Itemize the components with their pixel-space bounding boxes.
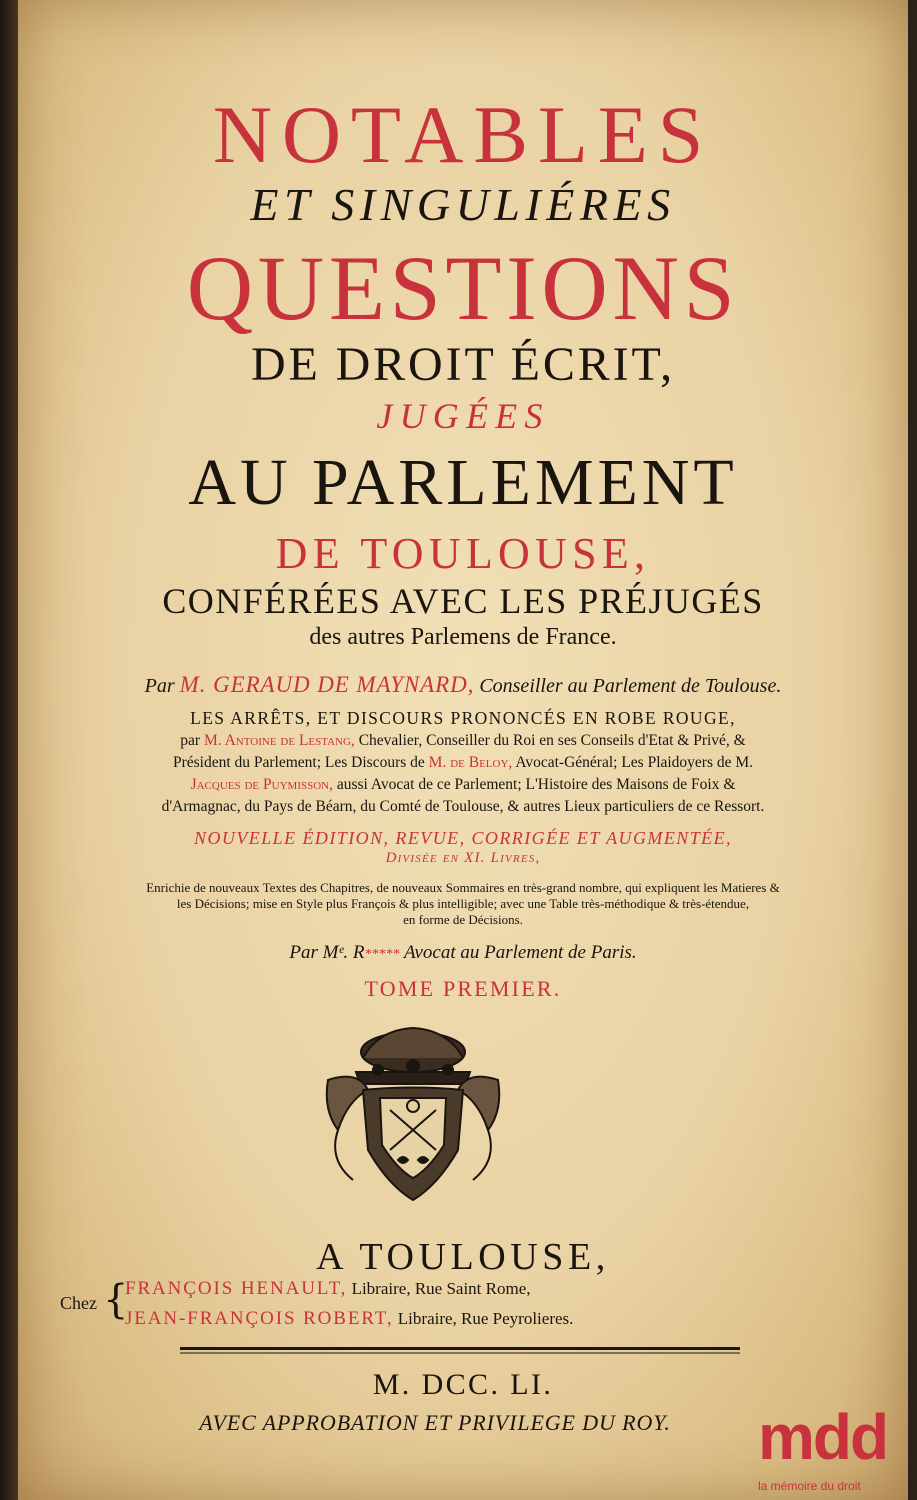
title-droit-ecrit: DE DROIT ÉCRIT,	[250, 338, 676, 391]
editor-line	[18, 942, 908, 964]
contents-line-4	[18, 776, 908, 794]
contents-line-5: d'Armagnac, du Pays de Béarn, du Comté de Toulouse, & autres Lieux particuliers de ce Ressort.	[161, 798, 765, 815]
mdd-logo	[758, 1401, 908, 1500]
title-questions: QUESTIONS	[186, 237, 740, 339]
enrichie-line-1: Enrichie de nouveaux Textes des Chapitres, de nouveaux Sommaires en très-grand nombre, qui expliquent les Matieres &	[146, 880, 780, 895]
imprint-seller-1	[125, 1278, 531, 1300]
seller-2-name: JEAN-FRANÇOIS ROBERT,	[125, 1308, 394, 1329]
author-name: M. GERAUD DE MAYNARD,	[179, 672, 475, 697]
coat-of-arms-icon	[308, 1010, 518, 1210]
contents-par: par	[180, 732, 201, 749]
seller-1-name: FRANÇOIS HENAULT,	[125, 1278, 348, 1299]
imprint-seller-2	[125, 1308, 573, 1330]
author-line	[18, 672, 908, 698]
mdd-tagline: la mémoire du droit	[758, 1479, 861, 1493]
brace-icon: {	[103, 1277, 129, 1323]
author-par: Par	[144, 675, 175, 697]
contents-chevalier: Chevalier, Conseiller du Roi en ses Conseils d'Etat & Privé, &	[358, 732, 746, 749]
title-jugees: JUGÉES	[376, 396, 550, 436]
edition-line-2: Divisée en XI. Livres,	[385, 850, 541, 866]
book-spine-edge	[0, 0, 18, 1500]
seller-1-address: Libraire, Rue Saint Rome,	[351, 1279, 531, 1298]
privilege-line: AVEC APPROBATION ET PRIVILEGE DU ROY.	[199, 1410, 671, 1435]
contents-avocat-general: Avocat-Général; Les Plaidoyers de M.	[515, 754, 754, 771]
seller-2-address: Libraire, Rue Peyrolieres.	[397, 1309, 574, 1328]
double-rule	[180, 1347, 740, 1355]
title-notables: NOTABLES	[212, 89, 714, 180]
enrichie-line-3: en forme de Décisions.	[403, 912, 523, 927]
title-conferees: CONFÉRÉES AVEC LES PRÉJUGÉS	[162, 581, 764, 621]
title-singulieres: ET SINGULIÉRES	[250, 179, 676, 230]
imprint-date: M. DCC. LI.	[372, 1368, 554, 1401]
editor-avocat: Avocat au Parlement de Paris.	[403, 942, 637, 963]
contents-puymisson: Jacques de Puymisson,	[190, 776, 333, 793]
contents-lestang: M. Antoine de Lestang,	[203, 732, 355, 749]
editor-stars: *****	[364, 947, 400, 962]
imprint-chez: Chez	[60, 1293, 97, 1313]
title-autres-parlemens: des autres Parlemens de France.	[309, 624, 617, 650]
title-de-toulouse: DE TOULOUSE,	[275, 529, 651, 578]
author-role: Conseiller au Parlement de Toulouse.	[479, 675, 782, 697]
editor-par: Par Mᵉ. R	[289, 942, 365, 963]
edition-line-1: NOUVELLE ÉDITION, REVUE, CORRIGÉE ET AUGMENTÉE,	[194, 828, 732, 848]
contents-line-3	[18, 754, 908, 772]
contents-line-2	[18, 732, 908, 750]
enrichie-line-2: les Décisions; mise en Style plus François & plus intelligible; avec une Table très-méthodique & très-étendue,	[176, 896, 750, 911]
tome-premier: TOME PREMIER.	[364, 976, 562, 1001]
mdd-logo-text: mdd	[758, 1401, 888, 1473]
imprint-city: A TOULOUSE,	[316, 1236, 610, 1278]
title-au-parlement: AU PARLEMENT	[188, 446, 738, 519]
contents-beloy: M. de Beloy,	[428, 754, 513, 771]
contents-president: Président du Parlement; Les Discours de	[172, 754, 425, 771]
contents-line-1: LES ARRÊTS, ET DISCOURS PRONONCÉS EN ROBE ROUGE,	[190, 708, 736, 728]
contents-histoire: aussi Avocat de ce Parlement; L'Histoire des Maisons de Foix &	[336, 776, 736, 793]
